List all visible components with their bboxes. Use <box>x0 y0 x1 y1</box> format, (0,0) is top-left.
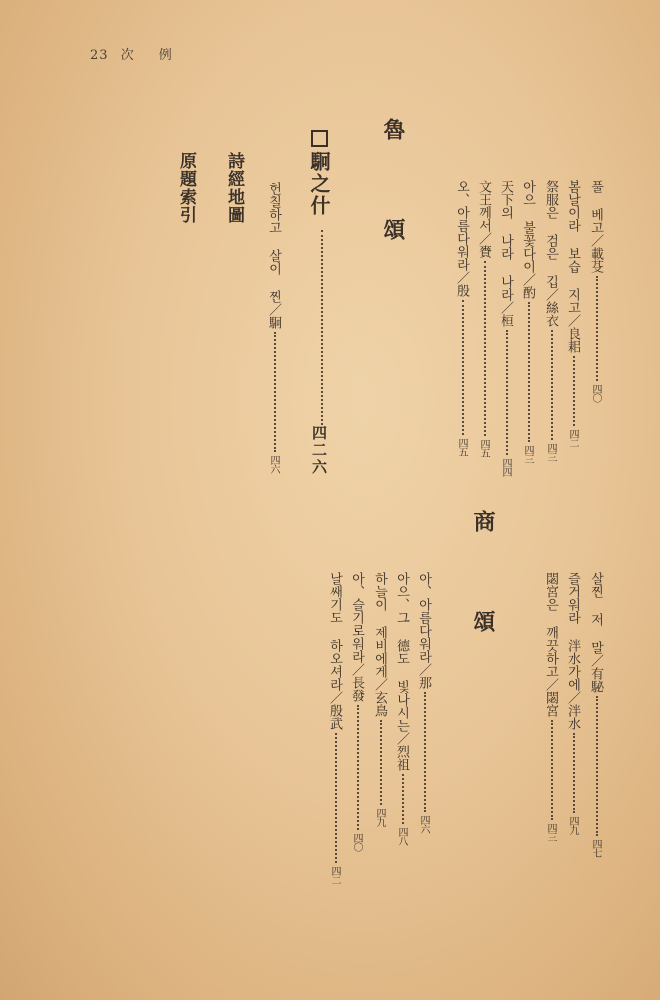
leader-dots <box>424 692 429 812</box>
entry-title: 하늘이 제비에게／玄鳥 <box>372 572 387 717</box>
entry-title: 文王께서／賚 <box>476 180 491 258</box>
appendix-map[interactable]: 詩經地圖 <box>224 152 244 224</box>
leader-dots <box>402 774 407 824</box>
entry-page: 四三 <box>522 445 533 463</box>
entry-page: 四六 <box>268 455 279 473</box>
entry-page: 四三 <box>545 443 556 461</box>
toc-entry[interactable] <box>370 572 389 826</box>
entry-page: 四七 <box>590 839 601 857</box>
entry-title: 아으、그 德도 빛나시는／烈祖 <box>394 572 409 771</box>
entry-page: 四二 <box>567 429 578 447</box>
entry-title: 살찐 저 말／有駜 <box>588 572 603 693</box>
entry-title: 헌칠하고 살이 찐／駉 <box>266 182 281 329</box>
entry-title: 아으 불꽃다이／酌 <box>520 180 535 299</box>
page-header <box>90 44 178 63</box>
leader-dots <box>462 300 467 435</box>
entry-page: 四六 <box>418 815 429 833</box>
leader-dots <box>596 276 601 381</box>
entry-title: 봄날이라 보습 지고／良耜 <box>565 180 580 353</box>
ode-group-page: 四二六 <box>310 425 328 476</box>
header-title: 次 例 <box>120 48 178 63</box>
toc-entry[interactable] <box>563 572 582 834</box>
box-mark-icon <box>311 130 328 147</box>
entry-page: 四〇 <box>351 833 362 851</box>
leader-dots <box>380 720 385 805</box>
leader-dots <box>321 230 326 425</box>
leader-dots <box>335 733 340 863</box>
entry-title: 閟宮은 깨끗하고／閟宮 <box>543 572 558 717</box>
leader-dots <box>274 332 279 452</box>
toc-entry[interactable] <box>392 572 411 845</box>
entry-title: 오、아름다워라／殷 <box>454 180 469 297</box>
leader-dots <box>573 733 578 813</box>
page-number: 23 <box>90 48 109 63</box>
entry-title: 즐거워라 泮水가에／泮水 <box>565 572 580 730</box>
appendix-index[interactable]: 原題索引 <box>176 152 196 224</box>
entry-page: 四〇 <box>590 384 601 402</box>
toc-entry[interactable] <box>474 180 493 457</box>
toc-entry[interactable] <box>414 572 433 833</box>
entry-title: 아、슬기로워라／長發 <box>349 572 364 702</box>
ode-group-name: 駉之什 <box>307 151 331 217</box>
entry-page: 四二 <box>329 866 340 884</box>
leader-dots <box>551 720 556 820</box>
toc-entry[interactable] <box>452 180 471 456</box>
section-title-shang: 商 頌 <box>470 510 496 660</box>
entry-title: 祭服은 검은 깁／絲衣 <box>543 180 558 327</box>
entry-page: 四九 <box>374 808 385 826</box>
leader-dots <box>484 261 489 436</box>
toc-entry[interactable] <box>586 572 605 857</box>
leader-dots <box>596 696 601 836</box>
toc-entry[interactable] <box>563 180 582 447</box>
ode-group-title[interactable] <box>305 130 334 217</box>
entry-title: 풀 베고／載芟 <box>588 180 603 273</box>
toc-entry[interactable] <box>325 572 344 884</box>
leader-dots <box>357 705 362 830</box>
toc-entry[interactable] <box>347 572 366 851</box>
entry-title: 아、아름다워라／那 <box>416 572 431 689</box>
entry-page: 四四 <box>500 458 511 476</box>
leader-dots <box>551 330 556 440</box>
section-title-lu: 魯 頌 <box>380 118 406 268</box>
entry-page: 四九 <box>567 816 578 834</box>
entry-title: 天下의 나라 나라／桓 <box>498 180 513 327</box>
entry-page: 四五 <box>478 439 489 457</box>
toc-entry[interactable] <box>586 180 605 402</box>
leader-dots <box>528 302 533 442</box>
toc-entry[interactable] <box>541 572 560 841</box>
leader-dots <box>506 330 511 455</box>
entry-page: 四八 <box>396 827 407 845</box>
toc-entry[interactable] <box>496 180 515 476</box>
toc-entry[interactable] <box>264 182 283 473</box>
toc-entry[interactable] <box>518 180 537 463</box>
leader-dots <box>573 356 578 426</box>
entry-title: 날쌔기도 하오셔라／殷武 <box>327 572 342 730</box>
entry-page: 四三 <box>545 823 556 841</box>
toc-entry[interactable] <box>541 180 560 461</box>
ode-group-leader <box>309 230 330 476</box>
entry-page: 四五 <box>456 438 467 456</box>
